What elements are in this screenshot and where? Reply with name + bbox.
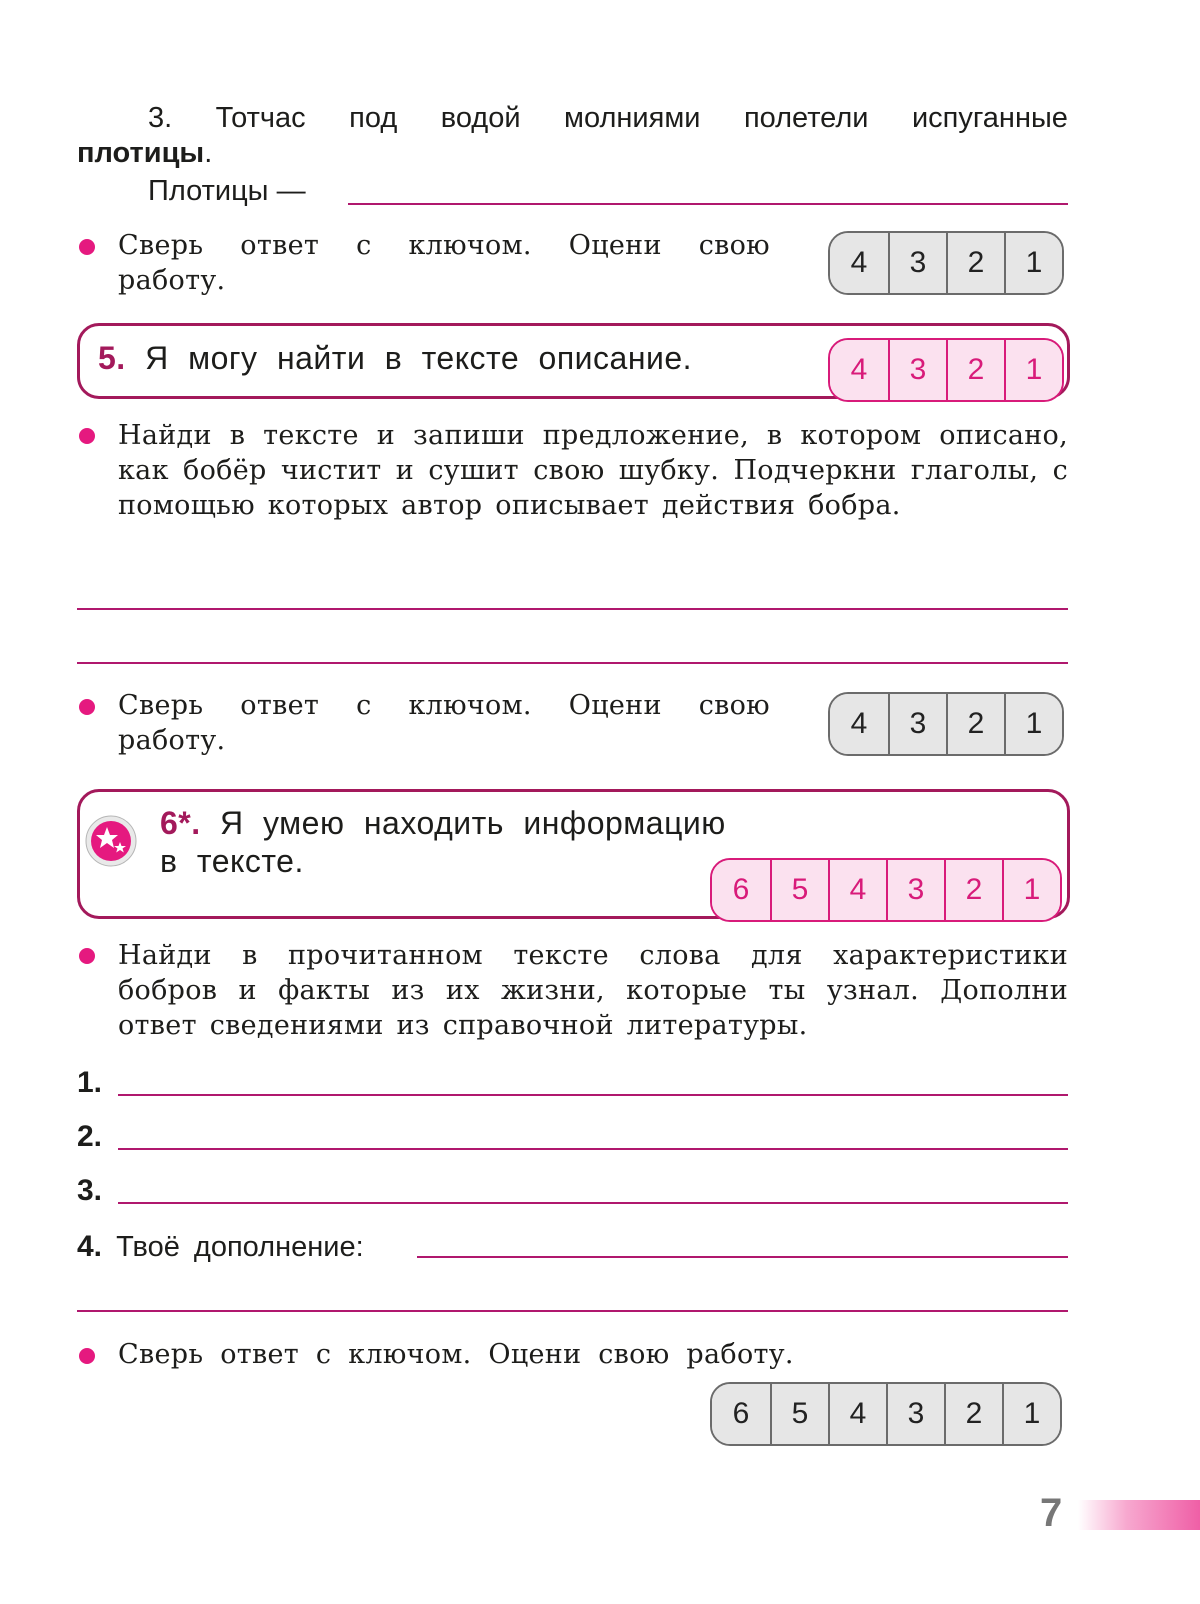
item3-word: полетели <box>743 102 869 134</box>
item4-label <box>77 1229 364 1265</box>
page-number: 7 <box>1040 1491 1063 1535</box>
task6-score-scale <box>710 858 1062 922</box>
bullet-icon <box>79 948 95 964</box>
check-line2: работу. <box>118 265 226 296</box>
list-number: 4. <box>77 1230 103 1263</box>
item3-line1 <box>148 100 1068 136</box>
item3-word: под <box>349 102 398 134</box>
check-line2: работу. <box>118 725 226 756</box>
score-option[interactable]: 3 <box>888 340 946 400</box>
score-option[interactable]: 2 <box>944 860 1002 920</box>
score-option[interactable]: 4 <box>828 1384 886 1444</box>
item3-answer-line[interactable] <box>348 203 1068 205</box>
score-option[interactable]: 5 <box>770 1384 828 1444</box>
score-option[interactable]: 3 <box>888 233 946 293</box>
bullet-icon <box>79 1348 95 1364</box>
bullet-icon <box>79 239 95 255</box>
score-option[interactable]: 1 <box>1002 860 1060 920</box>
self-assessment-scale-3 <box>710 1382 1062 1446</box>
check-line1: Сверь ответ с ключом. Оцени свою <box>118 230 770 261</box>
answer-line-5[interactable] <box>77 1310 1068 1312</box>
answer-line-4[interactable] <box>417 1256 1068 1258</box>
self-assessment-scale-1 <box>828 231 1064 295</box>
item3-answer-label: Плотицы — <box>148 175 306 207</box>
task6-title-line2: в тексте. <box>160 843 304 879</box>
score-option[interactable]: 6 <box>712 1384 770 1444</box>
list-number: 3. <box>77 1174 103 1207</box>
score-option[interactable]: 4 <box>828 860 886 920</box>
score-option[interactable]: 1 <box>1004 340 1062 400</box>
task6-title-line1: Я умею находить информацию <box>220 805 726 841</box>
page-edge-bar <box>1078 1500 1200 1530</box>
item3-word: Тотчас <box>215 102 306 134</box>
score-option[interactable]: 3 <box>886 1384 944 1444</box>
star-badge-icon <box>85 815 137 867</box>
bullet-icon <box>79 699 95 715</box>
score-option[interactable]: 3 <box>886 860 944 920</box>
item3-bold-word: плотицы <box>77 137 205 169</box>
score-option[interactable]: 4 <box>830 233 888 293</box>
item3-word: испуганные <box>911 102 1068 134</box>
list-number: 2. <box>77 1120 103 1153</box>
item3-word: 3. <box>148 102 173 134</box>
self-assessment-scale-2 <box>828 692 1064 756</box>
bullet-icon <box>79 428 95 444</box>
task5-score-scale <box>828 338 1064 402</box>
item3-period: . <box>204 137 213 169</box>
list-number: 1. <box>77 1066 103 1099</box>
answer-line-1[interactable] <box>118 1094 1068 1096</box>
task5-number: 5. <box>98 340 126 376</box>
score-option[interactable]: 3 <box>888 694 946 754</box>
score-option[interactable]: 1 <box>1004 694 1062 754</box>
task6-number: 6*. <box>160 805 201 841</box>
check-line1: Сверь ответ с ключом. Оцени свою <box>118 690 770 721</box>
answer-line-2[interactable] <box>118 1148 1068 1150</box>
item4-text: Твоё дополнение: <box>116 1231 364 1263</box>
task6-instruction: Найди в прочитанном тексте слова для характеристики бобров и факты из их жизни, которые ты узнал. Дополни ответ сведениями из справочной литературы. <box>118 940 1068 1041</box>
item3-line2 <box>77 135 212 171</box>
task6-title <box>160 804 726 880</box>
score-option[interactable]: 2 <box>946 233 1004 293</box>
score-option[interactable]: 4 <box>830 340 888 400</box>
answer-line-3[interactable] <box>118 1202 1068 1204</box>
score-option[interactable]: 2 <box>946 340 1004 400</box>
task5-title-text: Я могу найти в тексте описание. <box>145 340 693 376</box>
task5-instruction: Найди в тексте и запиши предложение, в котором описано, как бобёр чистит и сушит свою шубку. Подчеркни глаголы, с помощью которых автор описывает действия бобра. <box>118 420 1068 521</box>
score-option[interactable]: 4 <box>830 694 888 754</box>
score-option[interactable]: 5 <box>770 860 828 920</box>
item3-word: молниями <box>564 102 701 134</box>
check-text-2 <box>118 688 770 758</box>
score-option[interactable]: 2 <box>944 1384 1002 1444</box>
answer-line[interactable] <box>77 608 1068 610</box>
answer-line[interactable] <box>77 662 1068 664</box>
score-option[interactable]: 1 <box>1002 1384 1060 1444</box>
score-option[interactable]: 1 <box>1004 233 1062 293</box>
item3-word: водой <box>440 102 521 134</box>
check-text-3: Сверь ответ с ключом. Оцени свою работу. <box>118 1339 794 1370</box>
task5-title <box>98 338 692 378</box>
check-text-1 <box>118 228 770 298</box>
score-option[interactable]: 2 <box>946 694 1004 754</box>
score-option[interactable]: 6 <box>712 860 770 920</box>
